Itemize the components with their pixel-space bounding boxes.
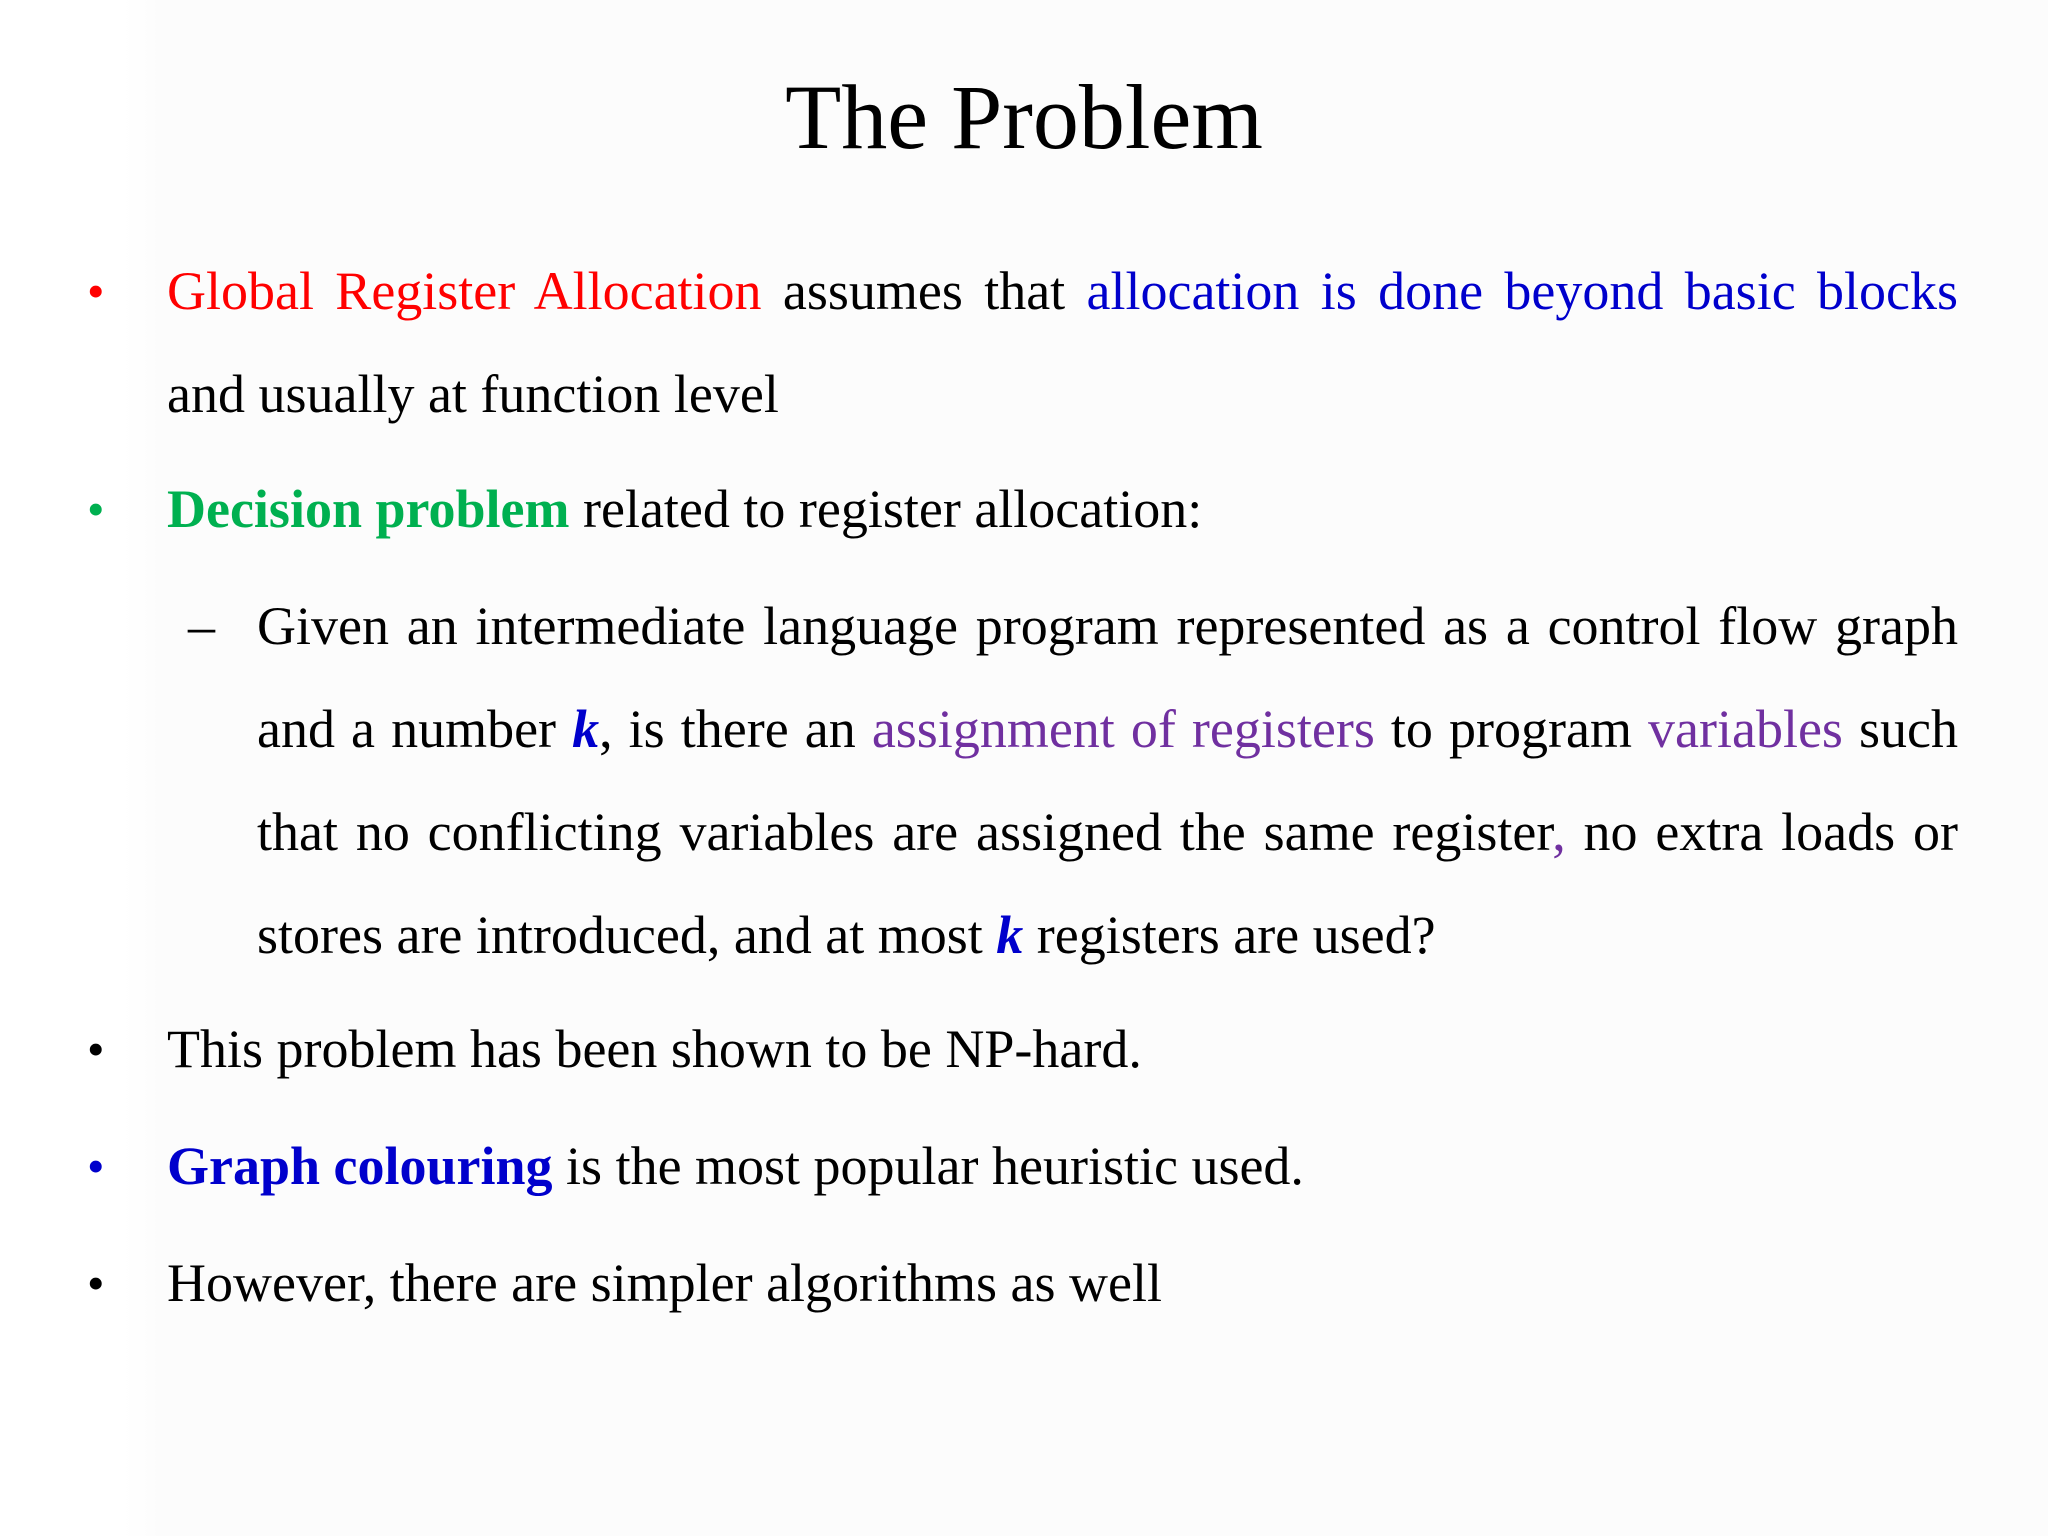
sub-bullet-seg8: no extra loads or stores are introduced, and at most	[257, 802, 1958, 965]
k-variable-1: k	[572, 699, 600, 759]
bullet-2-seg2: related to register allocation:	[569, 479, 1203, 539]
assignment-of-registers-phrase: assignment of registers	[871, 699, 1375, 759]
bullet-4-text	[167, 1115, 1958, 1218]
sub-bullet-seg6: such that no conflicting variables are assigned the same register	[257, 699, 1958, 862]
sub-bullet-comma: ,	[1552, 802, 1566, 862]
bullet-1-text	[167, 240, 1958, 446]
bullet-dot-2: •	[87, 481, 105, 537]
bullet-4-seg2: is the most popular heuristic used.	[552, 1136, 1304, 1196]
bullet-1-seg2: assumes that	[761, 261, 1087, 321]
bullet-1-seg4: and usually at function level	[167, 364, 779, 424]
sub-bullet-seg4: to program	[1374, 699, 1649, 759]
sub-bullet-seg9: registers are used?	[1023, 905, 1436, 965]
sub-bullet-seg1: Given an intermediate language program represented as a control flow graph and a number	[257, 596, 1958, 759]
global-register-allocation-term: Global Register Allocation	[167, 261, 762, 321]
bullet-dot-5: •	[87, 1255, 105, 1311]
decision-problem-term: Decision problem	[167, 479, 570, 539]
k-variable-2: k	[996, 905, 1024, 965]
bullet-dot-4: •	[87, 1138, 105, 1194]
slide-title: The Problem	[785, 66, 1263, 168]
sub-bullet-seg2: , is there an	[599, 699, 872, 759]
sub-bullet-text	[257, 575, 1958, 987]
bullet-dot-3: •	[87, 1021, 105, 1077]
graph-colouring-term: Graph colouring	[167, 1136, 553, 1196]
bullet-dot-1: •	[87, 263, 105, 319]
bullet-3-text: This problem has been shown to be NP-hard.	[167, 1019, 1142, 1079]
bullet-5-text: However, there are simpler algorithms as well	[167, 1253, 1162, 1313]
sub-bullet-dash: –	[188, 596, 215, 656]
bullet-2-text	[167, 458, 1958, 561]
allocation-beyond-blocks-phrase: allocation is done beyond basic blocks	[1086, 261, 1958, 321]
variables-term: variables	[1648, 699, 1843, 759]
